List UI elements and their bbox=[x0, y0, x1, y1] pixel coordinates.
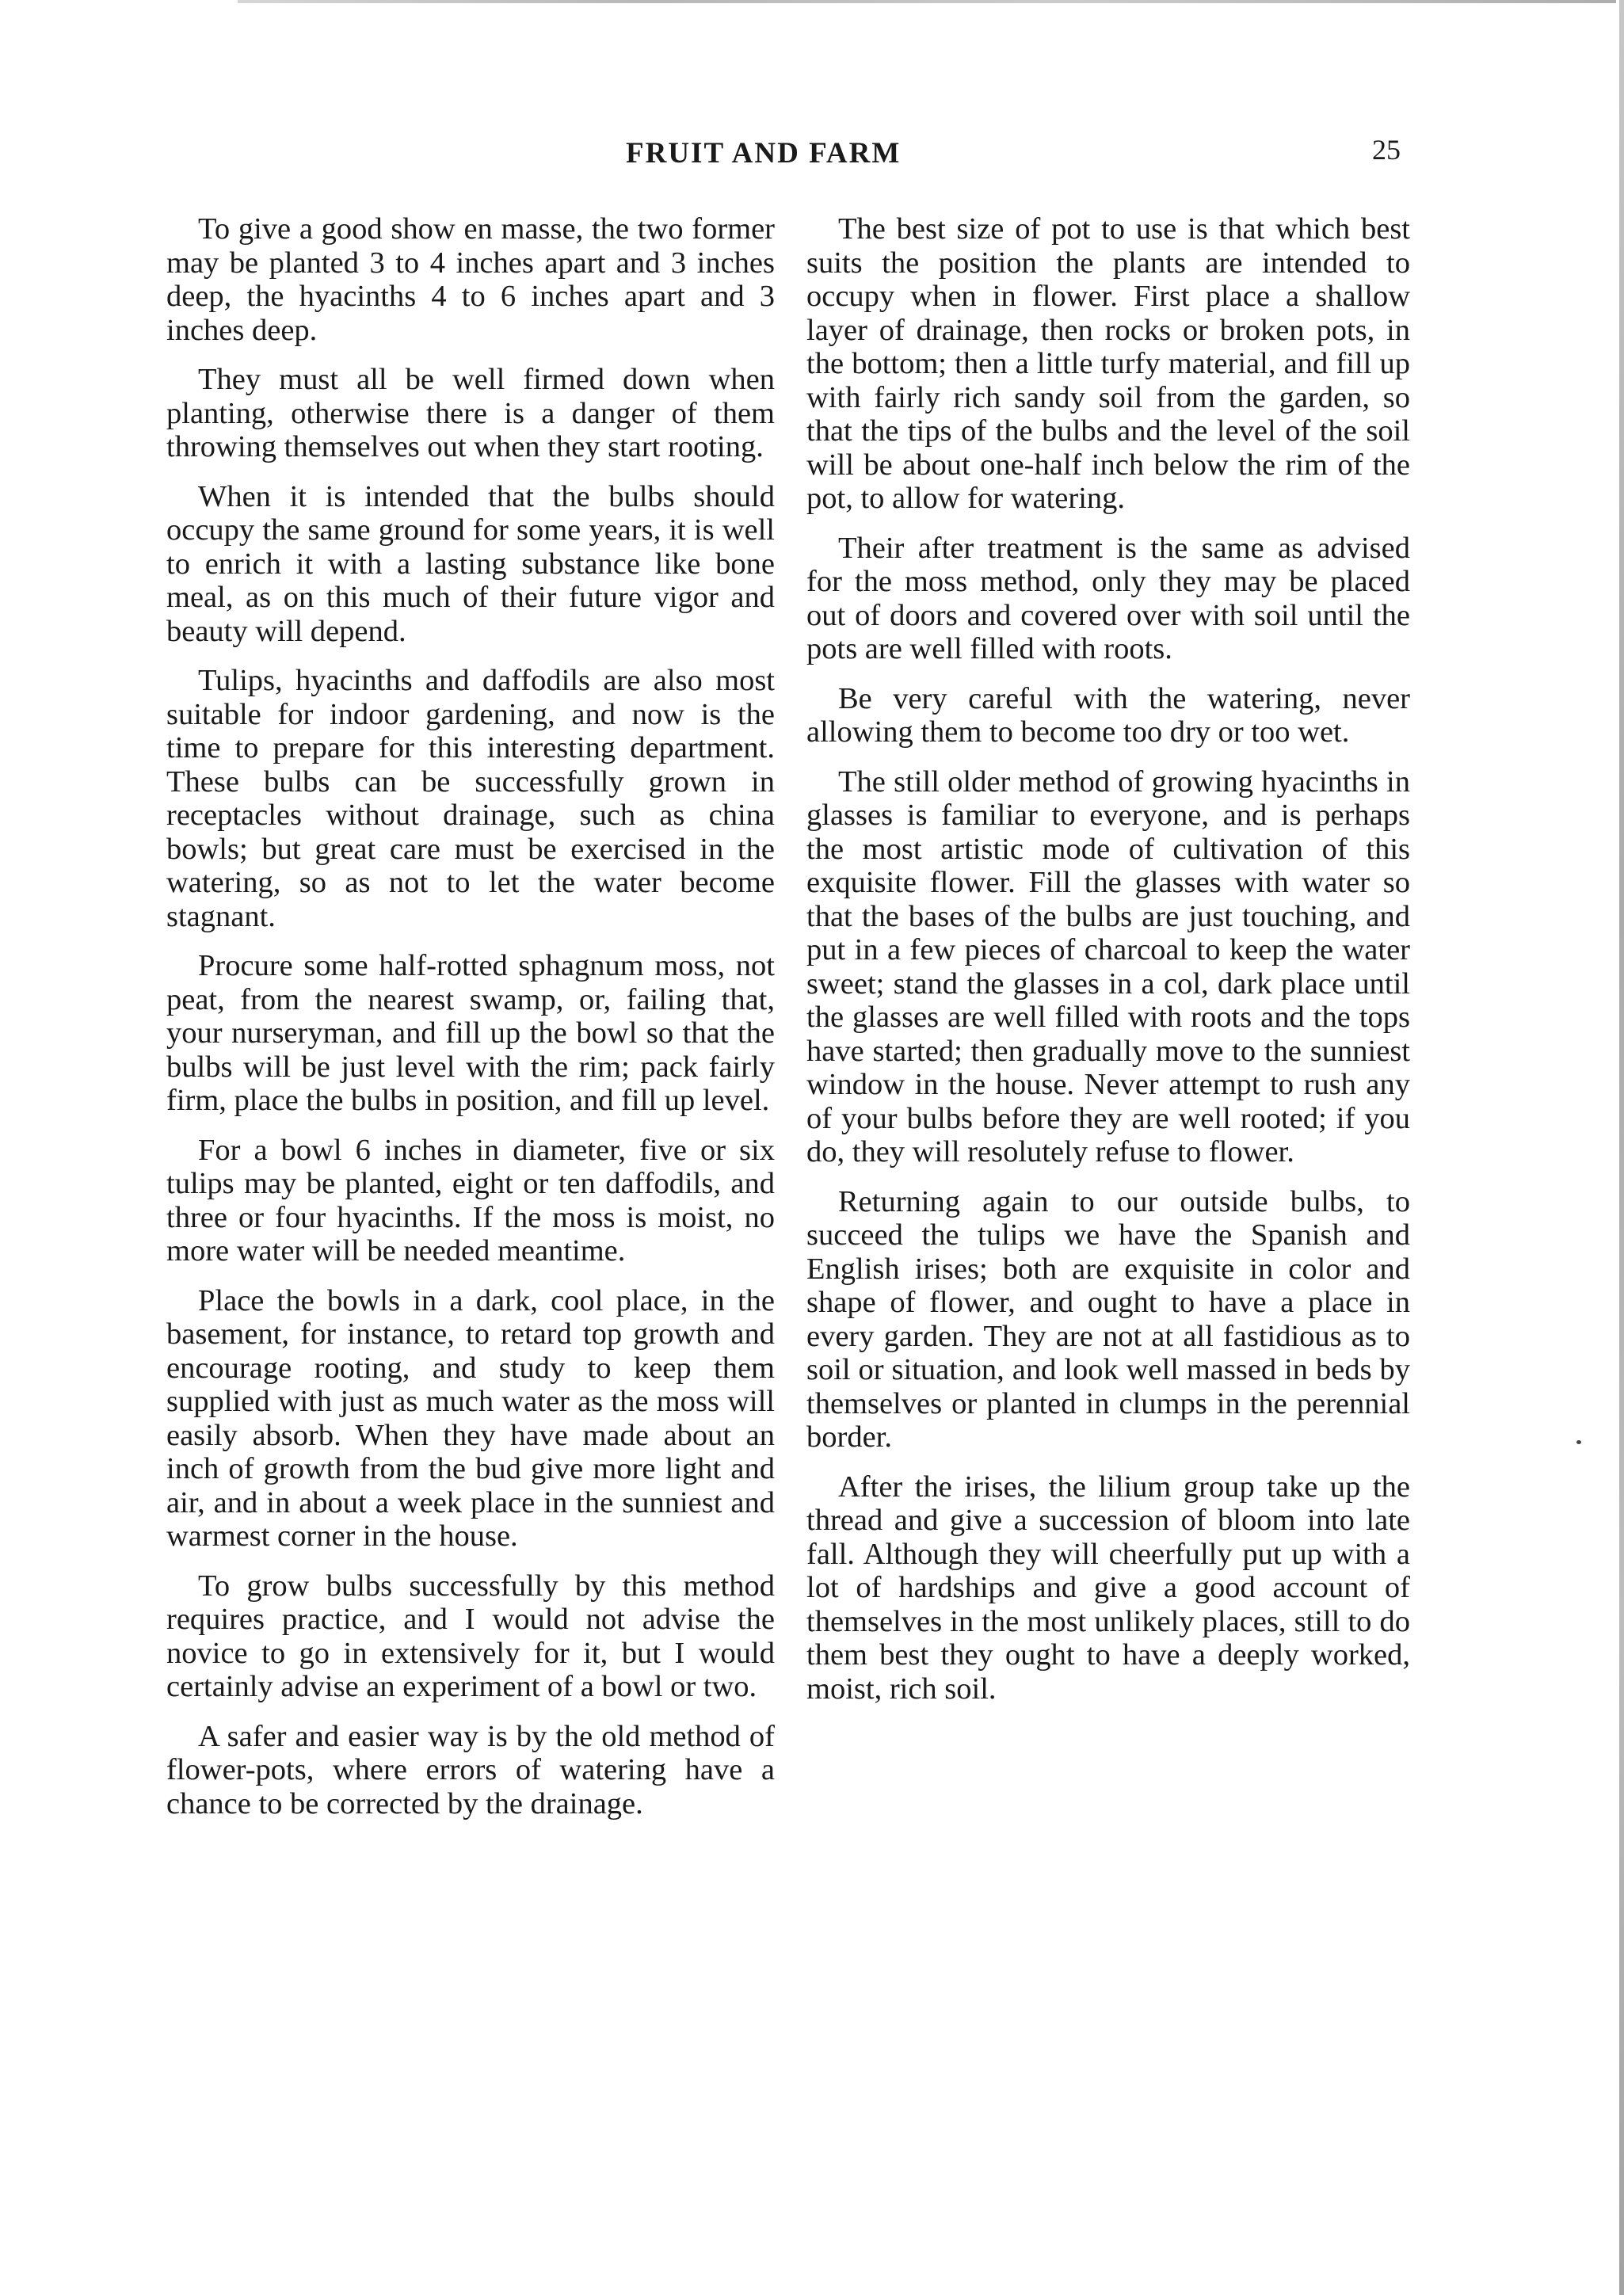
paragraph: The best size of pot to use is that which best suits the position the plants are intended to occupy when in flower. First place a shallow layer of drainage, then rocks or broken pots, in the bottom; then a little turfy material, and fill up with fairly rich sandy soil from the garden, so that the tips of the bulbs and the level of the soil will be about one-half inch below the rim of the pot, to allow for watering. bbox=[806, 212, 1410, 515]
page-header bbox=[0, 133, 1624, 181]
paragraph: A safer and easier way is by the old method of flower-pots, where errors of watering have a chance to be corrected by the drainage. bbox=[166, 1719, 775, 1820]
paragraph: To grow bulbs successfully by this method requires practice, and I would not advise the novice to go in extensively for it, but I would certainly advise an experiment of a bowl or two. bbox=[166, 1569, 775, 1703]
paragraph: After the irises, the lilium group take up the thread and give a succession of bloom into late fall. Although they will cheerfully put up with a lot of hardships and give a good account of themselves in the most unlikely places, still to do them best they ought to have a deeply worked, moist, rich soil. bbox=[806, 1470, 1410, 1706]
paragraph: Tulips, hyacinths and daffodils are also most suitable for indoor gardening, and now is the time to prepare for this interesting department. These bulbs can be successfully grown in receptacles without drainage, such as china bowls; but great care must be exercised in the watering, so as not to let the water become stagnant. bbox=[166, 664, 775, 933]
left-column bbox=[166, 212, 775, 1836]
paragraph: Procure some half-rotted sphagnum moss, not peat, from the nearest swamp, or, failing that, your nurseryman, and fill up the bowl so that the bulbs will be just level with the rim; pack fairly firm, place the bulbs in position, and fill up level. bbox=[166, 949, 775, 1117]
paragraph: Their after treatment is the same as advised for the moss method, only they may be placed out of doors and covered over with soil until the pots are well filled with roots. bbox=[806, 531, 1410, 665]
scan-edge-right bbox=[1619, 0, 1624, 2295]
right-column bbox=[806, 212, 1410, 1721]
paragraph: The still older method of growing hyacinths in glasses is familiar to everyone, and is perhaps the most artistic mode of cultivation of this exquisite flower. Fill the glasses with water so that the bases of the bulbs are just touching, and put in a few pieces of charcoal to keep the water sweet; stand the glasses in a col, dark place until the glasses are well filled with roots and the tops have started; then gradually move to the sunniest window in the house. Never attempt to rush any of your bulbs before they are well rooted; if you do, they will resolutely refuse to flower. bbox=[806, 764, 1410, 1168]
scan-edge-top bbox=[238, 0, 1616, 3]
paragraph: Place the bowls in a dark, cool place, in the basement, for instance, to retard top growth and encourage rooting, and study to keep them supplied with just as much water as the moss will easily absorb. When they have made about an inch of growth from the bud give more light and air, and in about a week place in the sunniest and warmest corner in the house. bbox=[166, 1283, 775, 1553]
scan-speck bbox=[1576, 1440, 1581, 1444]
paragraph: Be very careful with the watering, never allowing them to become too dry or too wet. bbox=[806, 681, 1410, 749]
paragraph: For a bowl 6 inches in diameter, five or six tulips may be planted, eight or ten daffodils, and three or four hyacinths. If the moss is moist, no more water will be needed meantime. bbox=[166, 1133, 775, 1268]
running-head-title: FRUIT AND FARM bbox=[626, 137, 902, 170]
page-number: 25 bbox=[1372, 134, 1401, 166]
paragraph: To give a good show en masse, the two former may be planted 3 to 4 inches apart and 3 inches deep, the hyacinths 4 to 6 inches apart and 3 inches deep. bbox=[166, 212, 775, 347]
paragraph: When it is intended that the bulbs should occupy the same ground for some years, it is well to enrich it with a lasting substance like bone meal, as on this much of their future vigor and beauty will depend. bbox=[166, 479, 775, 648]
paragraph: Returning again to our outside bulbs, to succeed the tulips we have the Spanish and English irises; both are exquisite in color and shape of flower, and ought to have a place in every garden. They are not at all fastidious as to soil or situation, and look well massed in beds by themselves or planted in clumps in the perennial border. bbox=[806, 1184, 1410, 1454]
paragraph: They must all be well firmed down when planting, otherwise there is a danger of them throwing themselves out when they start rooting. bbox=[166, 363, 775, 463]
